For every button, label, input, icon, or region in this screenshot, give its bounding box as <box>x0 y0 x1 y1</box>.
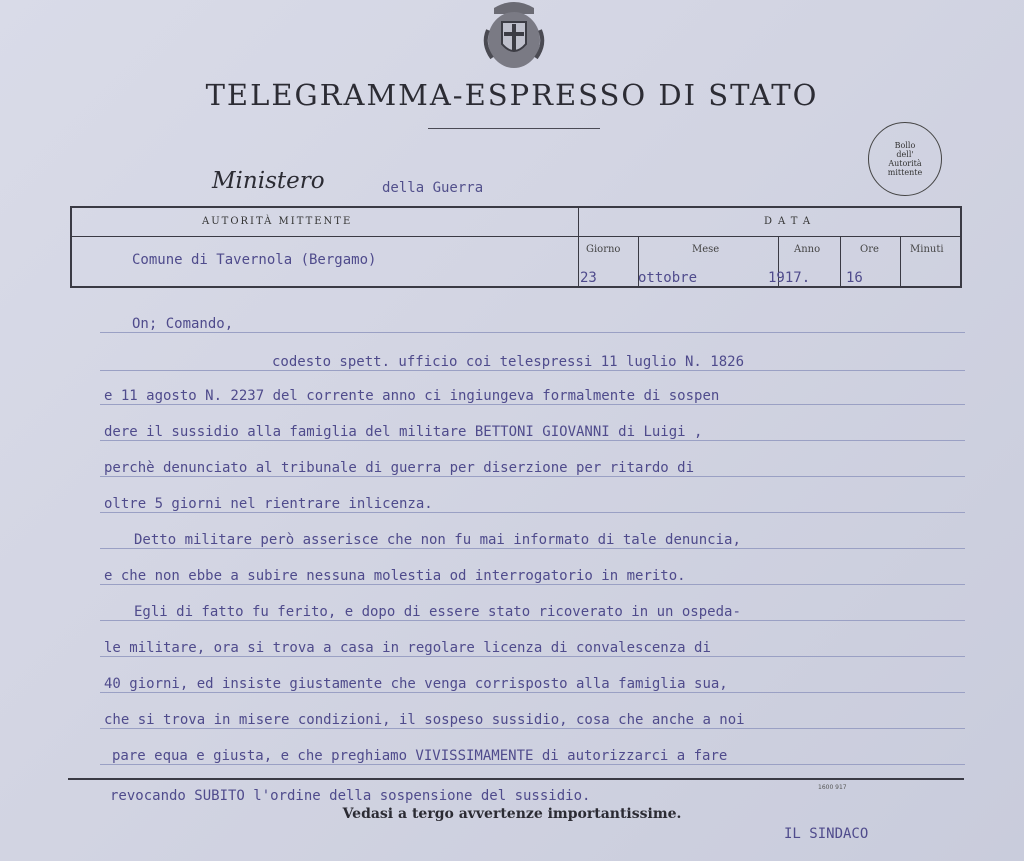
body-line: che si trova in misere condizioni, il sospeso sussidio, cosa che anche a noi <box>104 712 745 728</box>
date-col-hour: Ore <box>860 244 879 255</box>
ruled-line <box>100 764 965 765</box>
signature: IL SINDACO <box>784 826 869 842</box>
body-line: perchè denunciato al tribunale di guerra per diserzione per ritardo di <box>104 460 695 476</box>
document-title: TELEGRAMMA-ESPRESSO DI STATO <box>205 78 819 112</box>
body-line: e 11 agosto N. 2237 del corrente anno ci ingiungeva formalmente di sospen <box>104 388 720 404</box>
date-col-minutes: Minuti <box>910 244 944 255</box>
sender-seal-stamp: Bollo dell' Autorità mittente <box>868 122 942 196</box>
ruled-line <box>100 728 965 729</box>
body-line: pare equa e giusta, e che preghiamo VIVISSIMAMENTE di autorizzarci a fare <box>112 748 728 764</box>
box-column-divider <box>578 208 579 286</box>
date-divider-3 <box>840 236 841 286</box>
body-line: Egli di fatto fu ferito, e dopo di essere stato ricoverato in un ospeda- <box>134 604 741 620</box>
body-line: codesto spett. ufficio coi telespressi 11 luglio N. 1826 <box>272 354 745 370</box>
title-divider <box>428 128 600 129</box>
ruled-line <box>100 548 965 549</box>
body-line: e che non ebbe a subire nessuna molestia od interrogatorio in merito. <box>104 568 686 584</box>
footer-notice: Vedasi a tergo avvertenze importantissime. <box>342 806 682 822</box>
ministry-value: della Guerra <box>382 180 484 196</box>
body-line: On; Comando, <box>132 316 234 332</box>
ruled-line <box>100 440 965 441</box>
coat-of-arms-emblem <box>478 0 550 70</box>
footer-rule <box>68 778 964 780</box>
date-col-month: Mese <box>692 244 720 255</box>
ruled-line <box>100 512 965 513</box>
body-line: dere il sussidio alla famiglia del militare BETTONI GIOVANNI di Luigi , <box>104 424 703 440</box>
ruled-line <box>100 692 965 693</box>
date-hour-value: 16 <box>846 270 863 286</box>
print-code: 1600 917 <box>818 784 847 791</box>
date-col-day: Giorno <box>586 244 621 255</box>
body-line: Detto militare però asserisce che non fu mai informato di tale denuncia, <box>134 532 741 548</box>
box-header-divider <box>72 236 960 237</box>
date-col-year: Anno <box>794 244 821 255</box>
ruled-line <box>100 332 965 333</box>
ruled-line <box>100 370 965 371</box>
ruled-line <box>100 476 965 477</box>
ruled-line <box>100 620 965 621</box>
date-day-value: 23 <box>580 270 597 286</box>
sender-date-box <box>70 206 962 288</box>
date-divider-4 <box>900 236 901 286</box>
body-line: oltre 5 giorni nel rientrare inlicenza. <box>104 496 433 512</box>
date-heading: DATA <box>764 216 817 227</box>
date-year-value: 1917. <box>768 270 811 286</box>
ruled-line <box>100 584 965 585</box>
ruled-line <box>100 656 965 657</box>
sender-heading: AUTORITÀ MITTENTE <box>202 216 353 227</box>
body-line: 40 giorni, ed insiste giustamente che venga corrisposto alla famiglia sua, <box>104 676 728 692</box>
ministry-label: Ministero <box>212 168 325 194</box>
body-line: le militare, ora si trova a casa in regolare licenza di convalescenza di <box>104 640 711 656</box>
date-month-value: ottobre <box>638 270 698 286</box>
ruled-line <box>100 404 965 405</box>
body-line: revocando SUBITO l'ordine della sospensione del sussidio. <box>110 788 591 804</box>
sender-value: Comune di Tavernola (Bergamo) <box>132 252 377 268</box>
